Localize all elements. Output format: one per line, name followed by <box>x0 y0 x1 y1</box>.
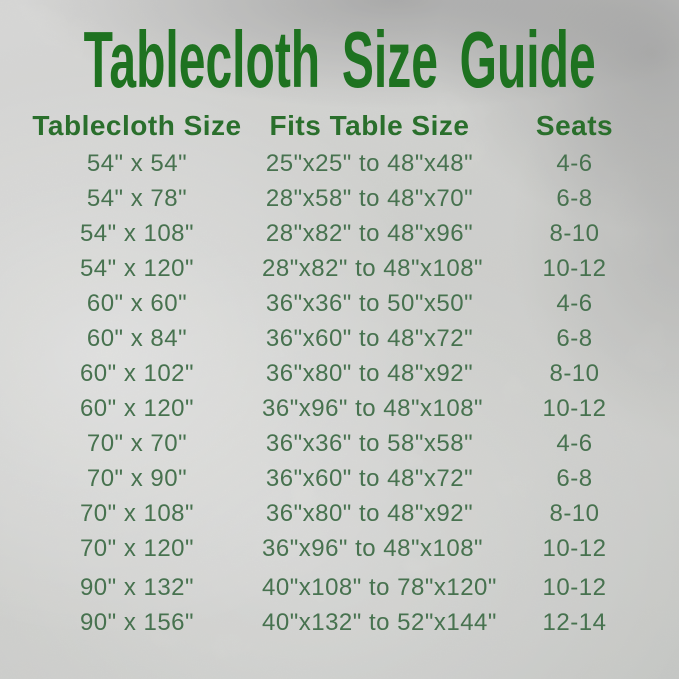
seats-cell: 10-12 <box>542 573 607 601</box>
seats-cell: 4-6 <box>556 149 593 177</box>
page-title: Tablecloth Size Guide <box>83 15 596 104</box>
fits-table-size-cell: 36"x80" to 48"x92" <box>265 499 474 527</box>
size-row <box>0 391 679 426</box>
tablecloth-size-cell: 54" x 78" <box>86 184 188 212</box>
fits-table-size-cell: 36"x60" to 48"x72" <box>265 464 474 492</box>
tablecloth-size-cell: 60" x 102" <box>79 359 195 387</box>
fits-table-size-cell: 36"x96" to 48"x108" <box>262 534 484 562</box>
fits-table-size-cell: 36"x80" to 48"x92" <box>265 359 474 387</box>
fits-table-size-cell: 40"x108" to 78"x120" <box>262 573 497 601</box>
col-header-seats: Seats <box>535 110 614 141</box>
tablecloth-size-cell: 60" x 84" <box>86 324 188 352</box>
size-row <box>0 286 679 321</box>
size-row <box>0 426 679 461</box>
fits-table-size-cell: 25"x25" to 48"x48" <box>265 149 474 177</box>
tablecloth-size-cell: 70" x 70" <box>86 429 188 457</box>
size-row <box>0 251 679 286</box>
size-row <box>0 461 679 496</box>
size-row <box>0 356 679 391</box>
tablecloth-size-cell: 60" x 60" <box>86 289 188 317</box>
tablecloth-size-cell: 70" x 90" <box>86 464 188 492</box>
seats-cell: 6-8 <box>556 324 593 352</box>
fits-table-size-cell: 36"x36" to 50"x50" <box>265 289 474 317</box>
fits-table-size-cell: 28"x58" to 48"x70" <box>265 184 474 212</box>
tablecloth-size-cell: 90" x 132" <box>79 573 195 601</box>
tablecloth-size-cell: 54" x 108" <box>79 219 195 247</box>
size-row <box>0 181 679 216</box>
title-area <box>0 15 679 104</box>
size-row <box>0 570 679 605</box>
tablecloth-size-cell: 60" x 120" <box>79 394 195 422</box>
seats-cell: 8-10 <box>549 219 600 247</box>
size-guide-table <box>0 146 679 640</box>
size-row <box>0 605 679 640</box>
seats-cell: 10-12 <box>542 254 607 282</box>
seats-cell: 10-12 <box>542 534 607 562</box>
tablecloth-size-cell: 90" x 156" <box>79 608 195 636</box>
table-header-row <box>0 106 679 146</box>
seats-cell: 6-8 <box>556 184 593 212</box>
tablecloth-size-cell: 54" x 54" <box>86 149 188 177</box>
col-header-tablecloth-size: Tablecloth Size <box>32 110 242 141</box>
fits-table-size-cell: 36"x60" to 48"x72" <box>265 324 474 352</box>
fits-table-size-cell: 36"x96" to 48"x108" <box>262 394 484 422</box>
fits-table-size-cell: 36"x36" to 58"x58" <box>265 429 474 457</box>
tablecloth-size-cell: 70" x 108" <box>79 499 195 527</box>
size-row <box>0 216 679 251</box>
seats-cell: 4-6 <box>556 289 593 317</box>
col-header-fits-table-size: Fits Table Size <box>269 110 470 141</box>
tablecloth-size-cell: 54" x 120" <box>79 254 195 282</box>
fits-table-size-cell: 28"x82" to 48"x96" <box>265 219 474 247</box>
size-row <box>0 146 679 181</box>
seats-cell: 8-10 <box>549 499 600 527</box>
seats-cell: 12-14 <box>542 608 607 636</box>
fits-table-size-cell: 40"x132" to 52"x144" <box>262 608 497 636</box>
tablecloth-size-cell: 70" x 120" <box>79 534 195 562</box>
seats-cell: 8-10 <box>549 359 600 387</box>
seats-cell: 6-8 <box>556 464 593 492</box>
size-row <box>0 321 679 356</box>
size-row <box>0 496 679 531</box>
size-row <box>0 531 679 566</box>
fits-table-size-cell: 28"x82" to 48"x108" <box>262 254 484 282</box>
seats-cell: 4-6 <box>556 429 593 457</box>
seats-cell: 10-12 <box>542 394 607 422</box>
